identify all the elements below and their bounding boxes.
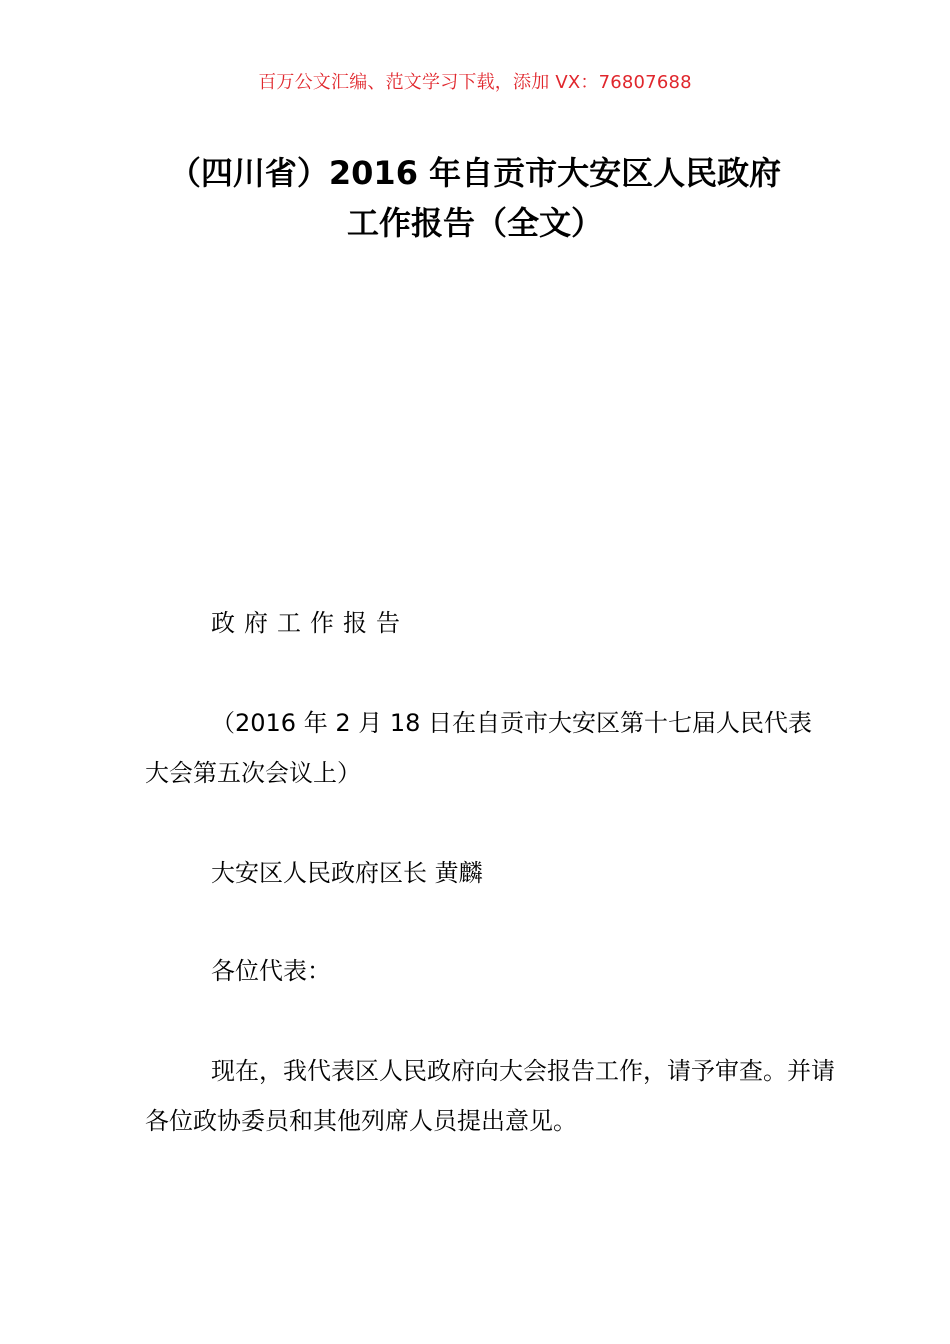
header-note: 百万公文汇编、范文学习下载，添加 VX：76807688 [258, 72, 692, 93]
title-line-1: （四川省）2016 年自贡市大安区人民政府 [168, 154, 782, 192]
title-line-2: 工作报告（全文） [346, 204, 603, 242]
author-line: 大安区人民政府区长 黄麟 [211, 859, 483, 887]
meeting-note: （2016 年 2 月 18 日在自贡市大安区第十七届人民代表大会第五次会议上） [145, 709, 813, 787]
salutation: 各位代表： [211, 957, 331, 985]
report-heading: 政府工作报告 [211, 609, 409, 637]
document-title [0, 148, 950, 248]
opening-paragraph: 现在，我代表区人民政府向大会报告工作，请予审查。并请各位政协委员和其他列席人员提出意见。 [145, 1057, 835, 1135]
